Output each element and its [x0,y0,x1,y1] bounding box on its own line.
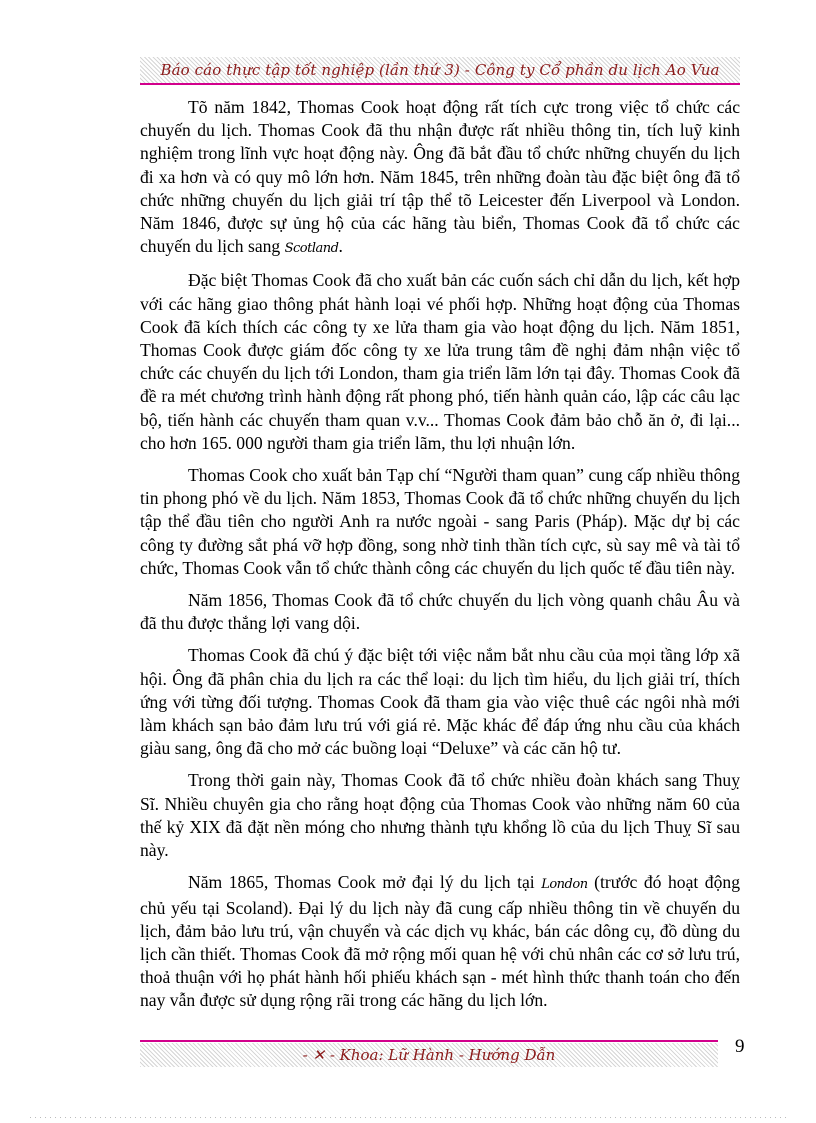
footer-text: - ✕ - Khoa: Lữ Hành - Hướng Dẫn [302,1046,556,1064]
paragraph-7: Năm 1865, Thomas Cook mở đại lý du lịch tại London (trước đó hoạt động chủ yếu tại Scoland). Đại lý du lịch này đã cung cấp nhiều thông tin về chuyến du lịch, đảm bảo lưu trú, vận chuyển và các dịch vụ khác, bán các dông cụ, đồ dùng du lịch cần thiết. Thomas Cook đã mở rộng mối quan hệ với chủ nhân các cơ sở lưu trú, thoả thuận với họ phát hành hối phiếu khách sạn - mét hình thức thanh toán cho đến nay vẫn được sử dụng rộng rãi trong các hãng du lịch lớn. [140,872,740,1011]
page-header [140,57,740,83]
paragraph-6: Trong thời gain này, Thomas Cook đã tổ chức nhiều đoàn khách sang Thuỵ Sĩ. Nhiều chuyên gia cho rằng hoạt động của Thomas Cook vào những năm 60 của thế kỷ XIX đã đặt nền móng cho nhưng thành tựu khổng lồ của du lịch Thuỵ Sĩ sau này. [140,770,740,861]
paragraph-3: Thomas Cook cho xuất bản Tạp chí “Người tham quan” cung cấp nhiều thông tin phong phó về du lịch. Năm 1853, Thomas Cook đã tổ chức những chuyến du lịch tập thể đầu tiên cho người Anh ra nước ngoài - sang Paris (Pháp). Mặc dự bị các công ty đường sắt phá vỡ hợp đồng, song nhờ tinh thần tích cực, sù say mê và tài tổ chức, Thomas Cook vẫn tổ chức thành công các chuyến du lịch quốc tế đầu tiên này. [140,465,740,578]
header-title: Báo cáo thực tập tốt nghiệp (lần thứ 3) - Công ty Cổ phần du lịch Ao Vua [160,61,720,79]
paragraph-1: Tõ năm 1842, Thomas Cook hoạt động rất tích cực trong việc tổ chức các chuyến du lịch. Thomas Cook đã thu nhận được rất nhiều thông tin, tích luỹ kinh nghiệm trong lĩnh vực hoạt động này. Ông đã bắt đầu tổ chức những chuyến du lịch đi xa hơn và có quy mô lớn hơn. Năm 1845, trên những đoàn tàu đặc biệt ông đã tổ chức những chuyến du lịch giải trí tập thể tõ Leicester đến Liverpool và London. Năm 1846, được sự ủng hộ của các hãng tàu biển, Thomas Cook đã tổ chức các chuyến du lịch sang Scotland. [140,97,740,257]
footer-rule [140,1040,718,1042]
page-number: 9 [735,1036,745,1057]
inline-place-london: London [541,877,588,893]
body-text [140,96,740,1022]
page-footer [140,1043,718,1067]
header-rule [140,83,740,85]
paragraph-5: Thomas Cook đã chú ý đặc biệt tới việc nắm bắt nhu cầu của mọi tầng lớp xã hội. Ông đã phân chia du lịch ra các thể loại: du lịch tìm hiểu, du lịch giải trí, thích ứng với từng đối tượng. Thomas Cook đã tham gia vào việc thuê các ngôi nhà mới làm khách sạn bảo đảm lưu trú với giá rẻ. Mặc khác để đáp ứng nhu cầu của khách giàu sang, ông đã cho mở các buồng loại “Deluxe” và các căn hộ tư. [140,645,740,759]
page-boundary-dots [30,1117,790,1118]
paragraph-2: Đặc biệt Thomas Cook đã cho xuất bản các cuốn sách chỉ dẫn du lịch, kết hợp với các hãng giao thông phát hành loại vé phối hợp. Những hoạt động của Thomas Cook đã kích thích các công ty xe lửa tham gia vào hoạt động du lịch. Năm 1851, Thomas Cook được giám đốc công ty xe lửa trung tâm đề nghị đảm nhận việc tổ chức các chuyến du lịch tới London, tham gia triển lãm lớn tại đây. Thomas Cook đã đề ra mét chương trình hành động rất phong phó, tiến hành quản cáo, lập các câu lạc bộ, tiến hành các chuyến tham quan v.v... Thomas Cook đảm bảo chỗ ăn ở, đi lại... cho hơn 165. 000 người tham gia triển lãm, thu lợi nhuận lớn. [140,270,740,453]
inline-place-scotland: Scotland [284,241,339,257]
paragraph-4: Năm 1856, Thomas Cook đã tổ chức chuyến du lịch vòng quanh châu Âu và đã thu được thắng lợi vang dội. [140,590,740,634]
